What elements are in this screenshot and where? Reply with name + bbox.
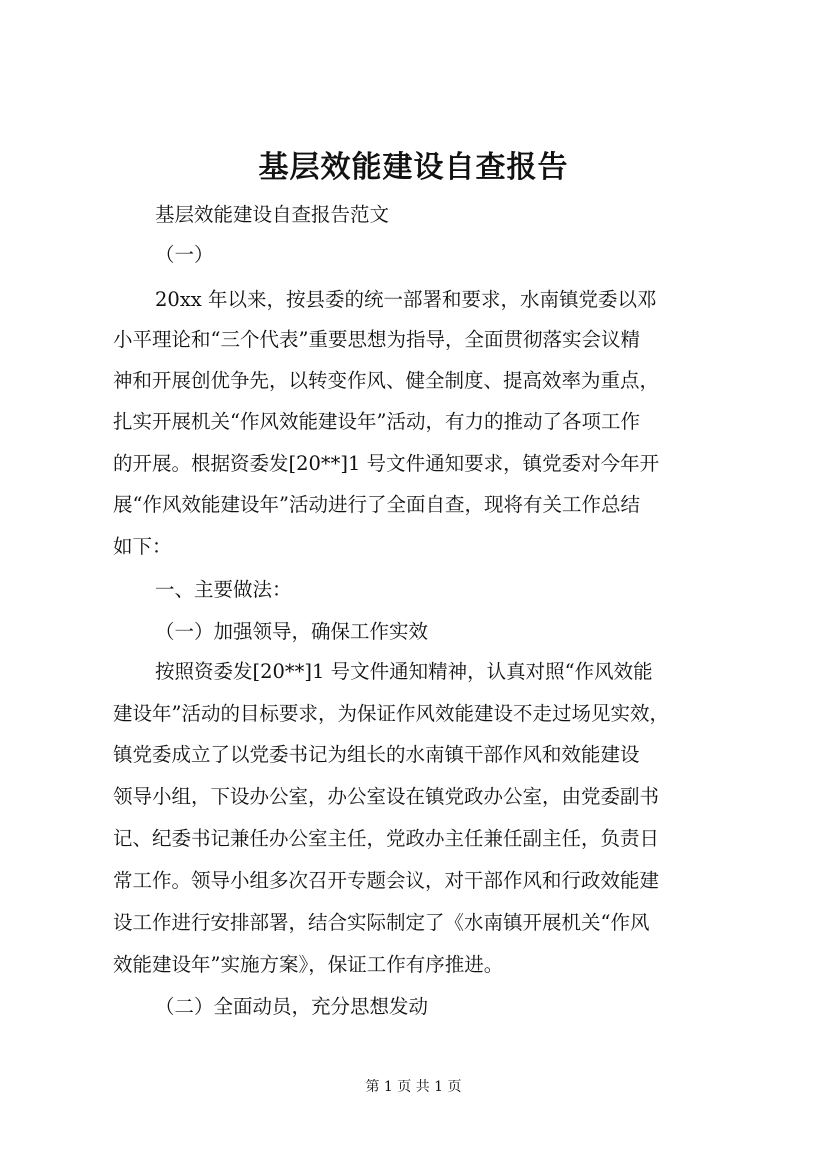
- paragraph-line: 20xx 年以来，按县委的统一部署和要求，水南镇党委以邓: [155, 288, 657, 311]
- paragraph-line: 神和开展创优争先，以转变作风、健全制度、提高效率为重点，: [113, 369, 660, 392]
- paragraph-line: 小平理论和“三个代表”重要思想为指导，全面贯彻落实会议精: [113, 328, 640, 351]
- paragraph-line: 记、纪委书记兼任办公室主任，党政办主任兼任副主任，负责日: [113, 827, 660, 850]
- paragraph-line: 按照资委发[20**]1 号文件通知精神，认真对照“作风效能: [155, 660, 653, 683]
- paragraph-line: 建设年”活动的目标要求，为保证作风效能建设不走过场见实效，: [113, 702, 669, 725]
- paragraph-line: 展“作风效能建设年”活动进行了全面自查，现将有关工作总结: [113, 493, 640, 516]
- paragraph-line: 常工作。领导小组多次召开专题会议，对干部作风和行政效能建: [113, 869, 660, 892]
- page-footer: 第 1 页 共 1 页: [365, 1079, 462, 1095]
- subsection-heading: （一）加强领导，确保工作实效: [155, 620, 429, 643]
- document-subtitle: 基层效能建设自查报告范文: [155, 203, 390, 226]
- subsection-heading: （二）全面动员，充分思想发动: [155, 995, 429, 1018]
- paragraph-line: 扎实开展机关“作风效能建设年”活动，有力的推动了各项工作: [113, 410, 640, 433]
- section-heading: 一、主要做法：: [155, 578, 292, 601]
- document-title: 基层效能建设自查报告: [258, 150, 569, 185]
- paragraph-line: 镇党委成立了以党委书记为组长的水南镇干部作风和效能建设: [113, 743, 640, 766]
- paragraph-line: 效能建设年”实施方案》，保证工作有序推进。: [113, 953, 504, 976]
- section-marker: （一）: [155, 243, 214, 266]
- paragraph-line: 如下：: [113, 535, 172, 558]
- paragraph-line: 设工作进行安排部署，结合实际制定了《水南镇开展机关“作风: [113, 911, 650, 934]
- paragraph-line: 的开展。根据资委发[20**]1 号文件通知要求，镇党委对今年开: [113, 452, 660, 475]
- paragraph-line: 领导小组，下设办公室，办公室设在镇党政办公室，由党委副书: [113, 785, 660, 808]
